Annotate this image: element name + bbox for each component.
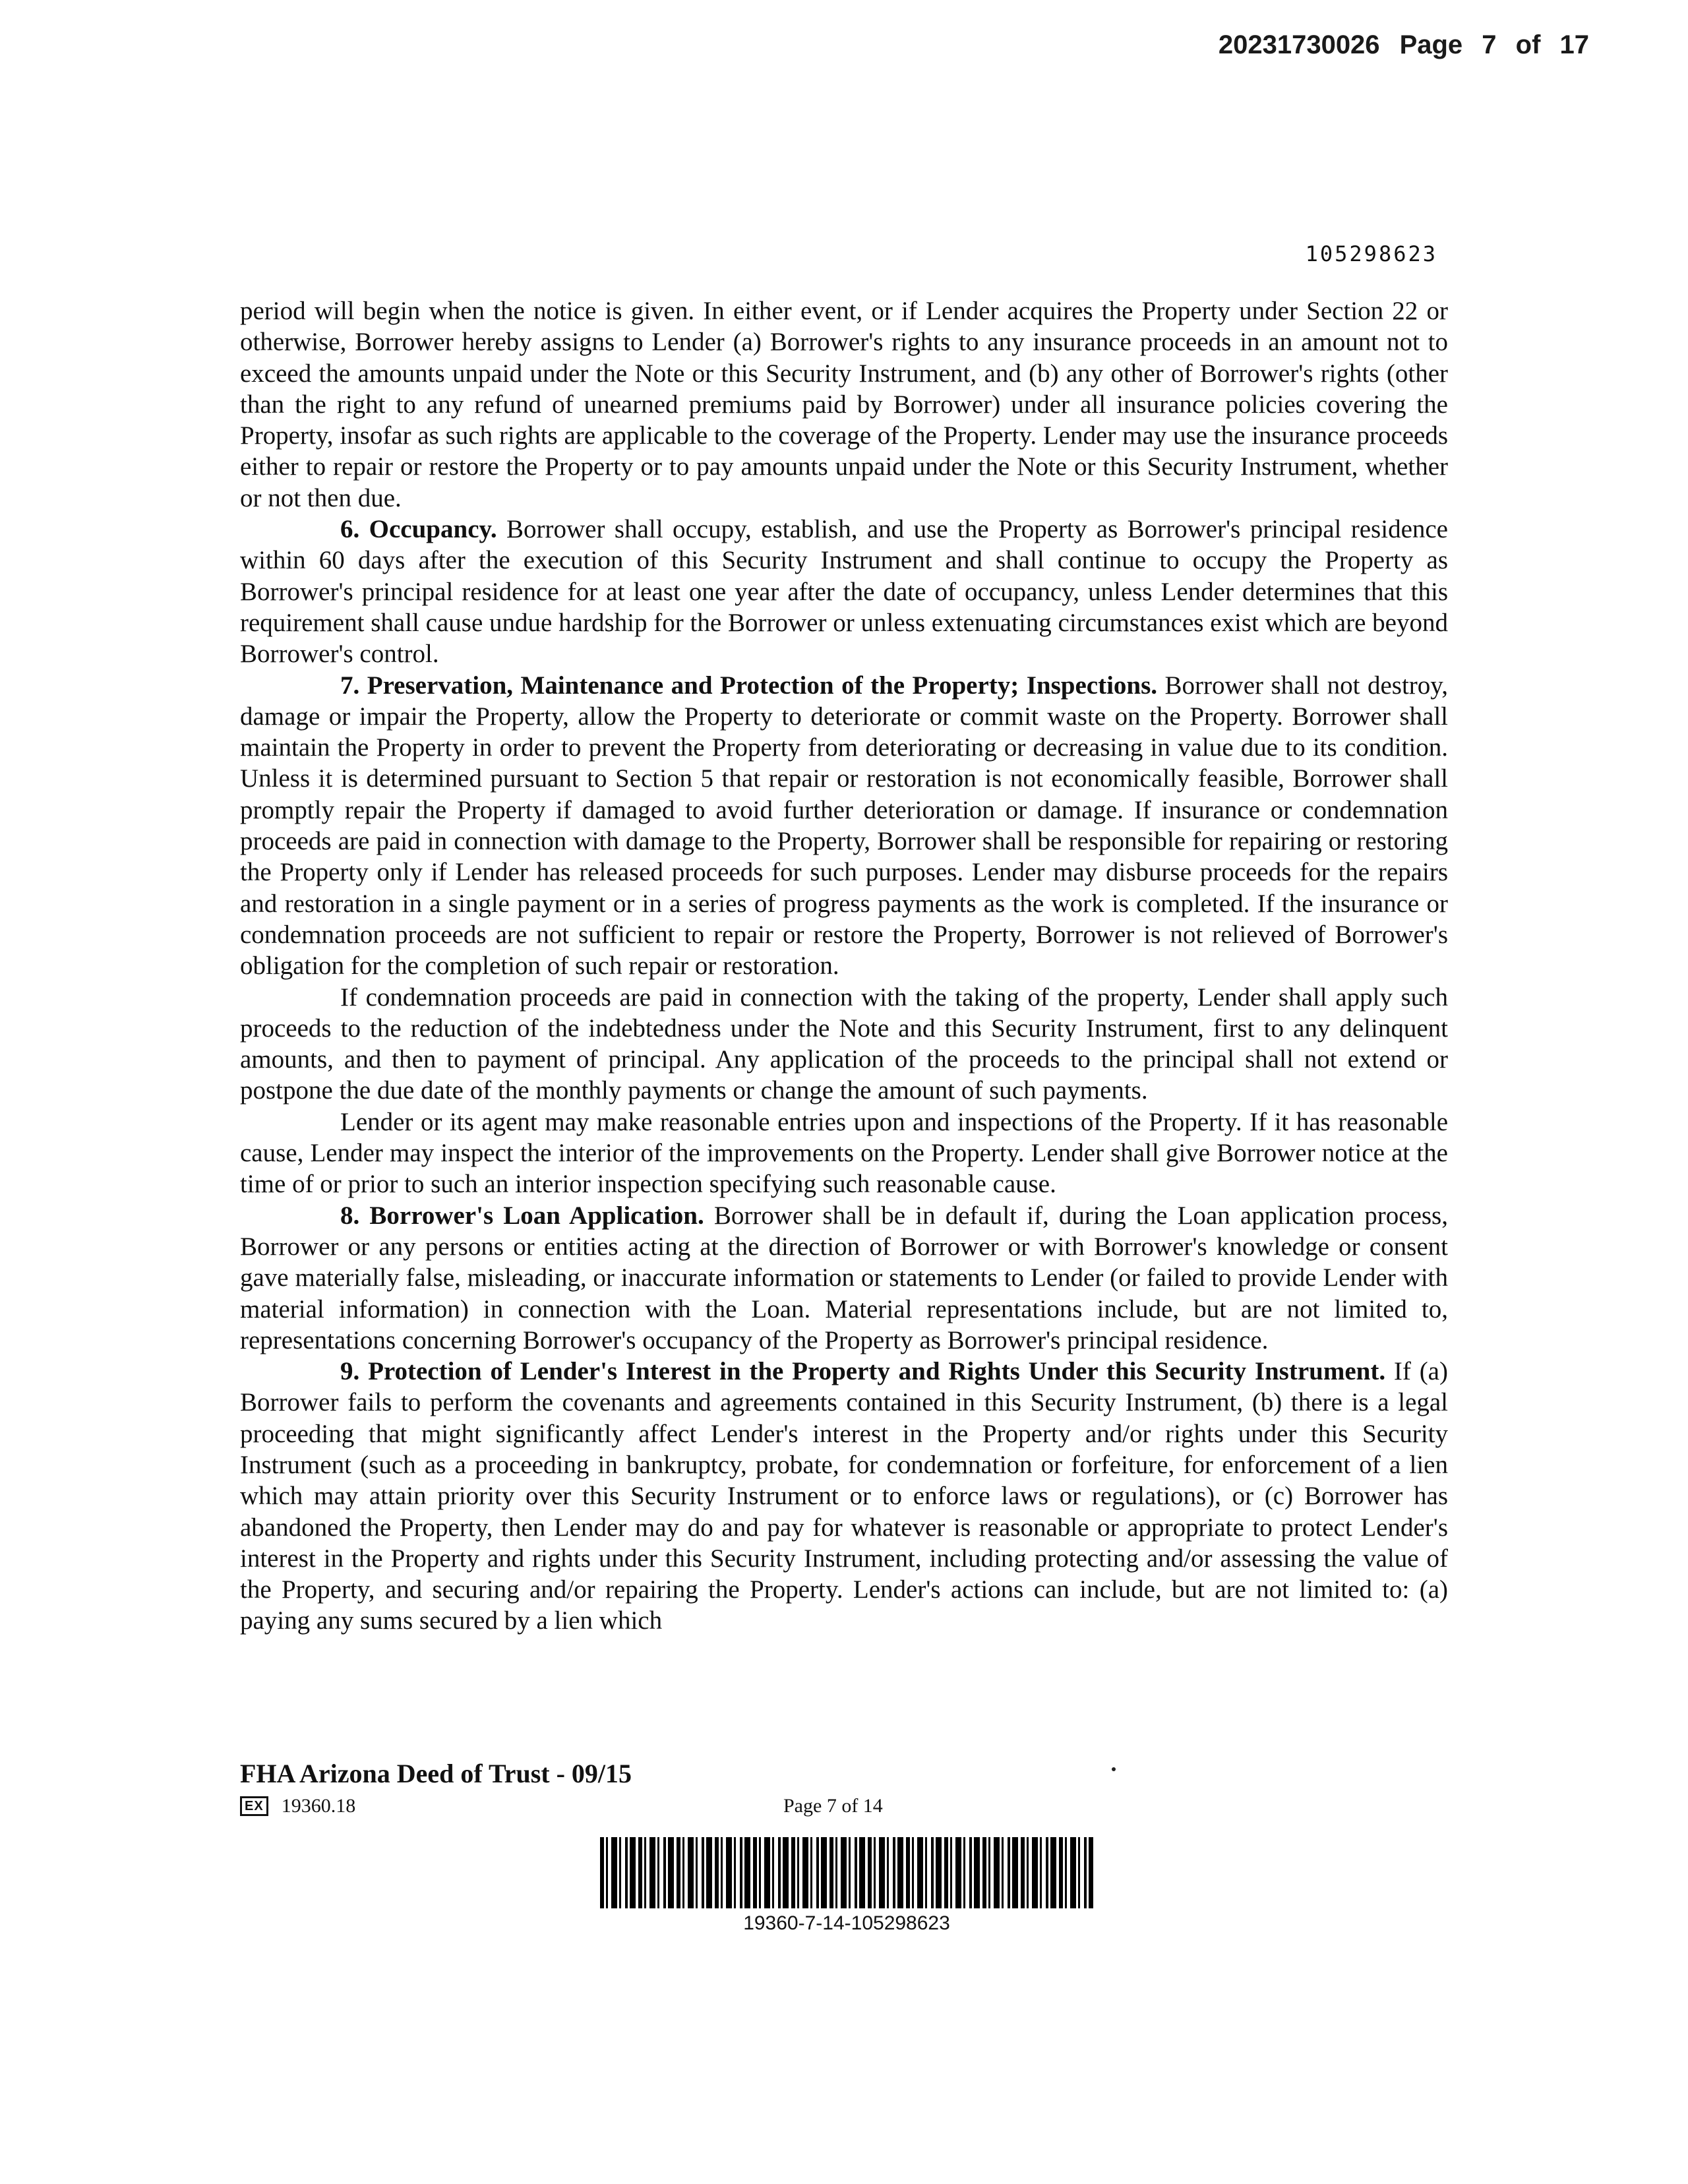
loan-number: 105298623	[1305, 241, 1437, 266]
section-8-text: Borrower shall be in default if, during the Loan application process, Borrower or any persons or entities acting at the direction of Borrower or with Borrower's knowledge or consent gave materially false, misleading, or inaccurate information or statements to Lender (or failed to provide Lender with material information) in connection with the Loan. Material representations include, but are not limited to, representations concerning Borrower's occupancy of the Property as Borrower's principal residence.	[240, 1201, 1448, 1354]
section-8-loan-application	[240, 1200, 1448, 1356]
stray-dot	[1112, 1767, 1116, 1771]
barcode-icon	[600, 1837, 1093, 1908]
paragraph-continuation: period will begin when the notice is given. In either event, or if Lender acquires the Property under Section 22 or otherwise, Borrower hereby assigns to Lender (a) Borrower's rights to any insurance proceeds in an amount not to exceed the amounts unpaid under the Note or this Security Instrument, and (b) any other of Borrower's rights (other than the right to any refund of unearned premiums paid by Borrower) under all insurance policies covering the Property, insofar as such rights are applicable to the coverage of the Property. Lender may use the insurance proceeds either to repair or restore the Property or to pay amounts unpaid under the Note or this Security Instrument, whether or not then due.	[240, 297, 1448, 512]
section-8-heading: 8. Borrower's Loan Application.	[340, 1201, 704, 1230]
page-label: Page 7 of 14	[783, 1795, 883, 1817]
section-7-text: Borrower shall not destroy, damage or impair the Property, allow the Property to deteriorate or commit waste on the Property. Borrower shall maintain the Property in order to prevent the Property from deteriorating or decreasing in value due to its condition. Unless it is determined pursuant to Section 5 that repair or restoration is not economically feasible, Borrower shall promptly repair the Property if damaged to avoid further deterioration or damage. If insurance or condemnation proceeds are paid in connection with damage to the Property, Borrower shall be responsible for repairing or restoring the Property only if Lender has released proceeds for such purposes. Lender may disburse proceeds for the repairs and restoration in a single payment or in a series of progress payments as the work is completed. If the insurance or condemnation proceeds are not sufficient to repair or restore the Property, Borrower is not relieved of Borrower's obligation for the completion of such repair or restoration.	[240, 671, 1448, 981]
form-title: FHA Arizona Deed of Trust - 09/15	[240, 1759, 632, 1788]
section-6-occupancy	[240, 514, 1448, 669]
section-7-heading: 7. Preservation, Maintenance and Protection of the Property; Inspections.	[340, 671, 1158, 700]
form-number-row	[240, 1795, 355, 1817]
recording-header	[1219, 30, 1589, 60]
document-body	[240, 295, 1448, 1637]
section-9-protection	[240, 1356, 1448, 1637]
section-9-heading: 9. Protection of Lender's Interest in the Property and Rights Under this Security Instrument.	[340, 1357, 1386, 1386]
recording-number: 20231730026	[1218, 30, 1380, 59]
barcode-caption: 19360-7-14-105298623	[743, 1912, 950, 1934]
section-7-inspections: Lender or its agent may make reasonable entries upon and inspections of the Property. If it has reasonable cause, Lender may inspect the interior of the improvements on the Property. Lender shall give Borrower notice at the time of or prior to such an interior inspection specifying such reasonable cause.	[240, 1107, 1448, 1199]
section-6-text: Borrower shall occupy, establish, and use the Property as Borrower's principal residence within 60 days after the execution of this Security Instrument and shall continue to occupy the Property as Borrower's principal residence for at least one year after the date of occupancy, unless Lender determines that this requirement shall cause undue hardship for the Borrower or unless extenuating circumstances exist which are beyond Borrower's control.	[240, 515, 1448, 669]
recording-page: Page 7 of 17	[1399, 30, 1589, 59]
section-6-heading: 6. Occupancy.	[340, 515, 497, 544]
form-number: 19360.18	[281, 1795, 356, 1817]
section-9-text: If (a) Borrower fails to perform the covenants and agreements contained in this Security Instrument, (b) there is a legal proceeding that might significantly affect Lender's interest in the Property and/or rights under this Security Instrument (such as a proceeding in bankruptcy, probate, for condemnation or forfeiture, for enforcement of a lien which may attain priority over this Security Instrument or to enforce laws or regulations), or (c) Borrower has abandoned the Property, then Lender may do and pay for whatever is reasonable or appropriate to protect Lender's interest in the Property and rights under this Security Instrument, including protecting and/or assessing the value of the Property, and securing and/or repairing the Property. Lender's actions can include, but are not limited to: (a) paying any sums secured by a lien which	[240, 1357, 1448, 1635]
section-7-preservation	[240, 670, 1448, 982]
section-7-condemnation: If condemnation proceeds are paid in connection with the taking of the property, Lender shall apply such proceeds to the reduction of the indebtedness under the Note and this Security Instrument, first to any delinquent amounts, and then to payment of principal. Any application of the proceeds to the principal shall not extend or postpone the due date of the monthly payments or change the amount of such payments.	[240, 983, 1448, 1105]
ex-logo-icon: EX	[240, 1796, 268, 1816]
